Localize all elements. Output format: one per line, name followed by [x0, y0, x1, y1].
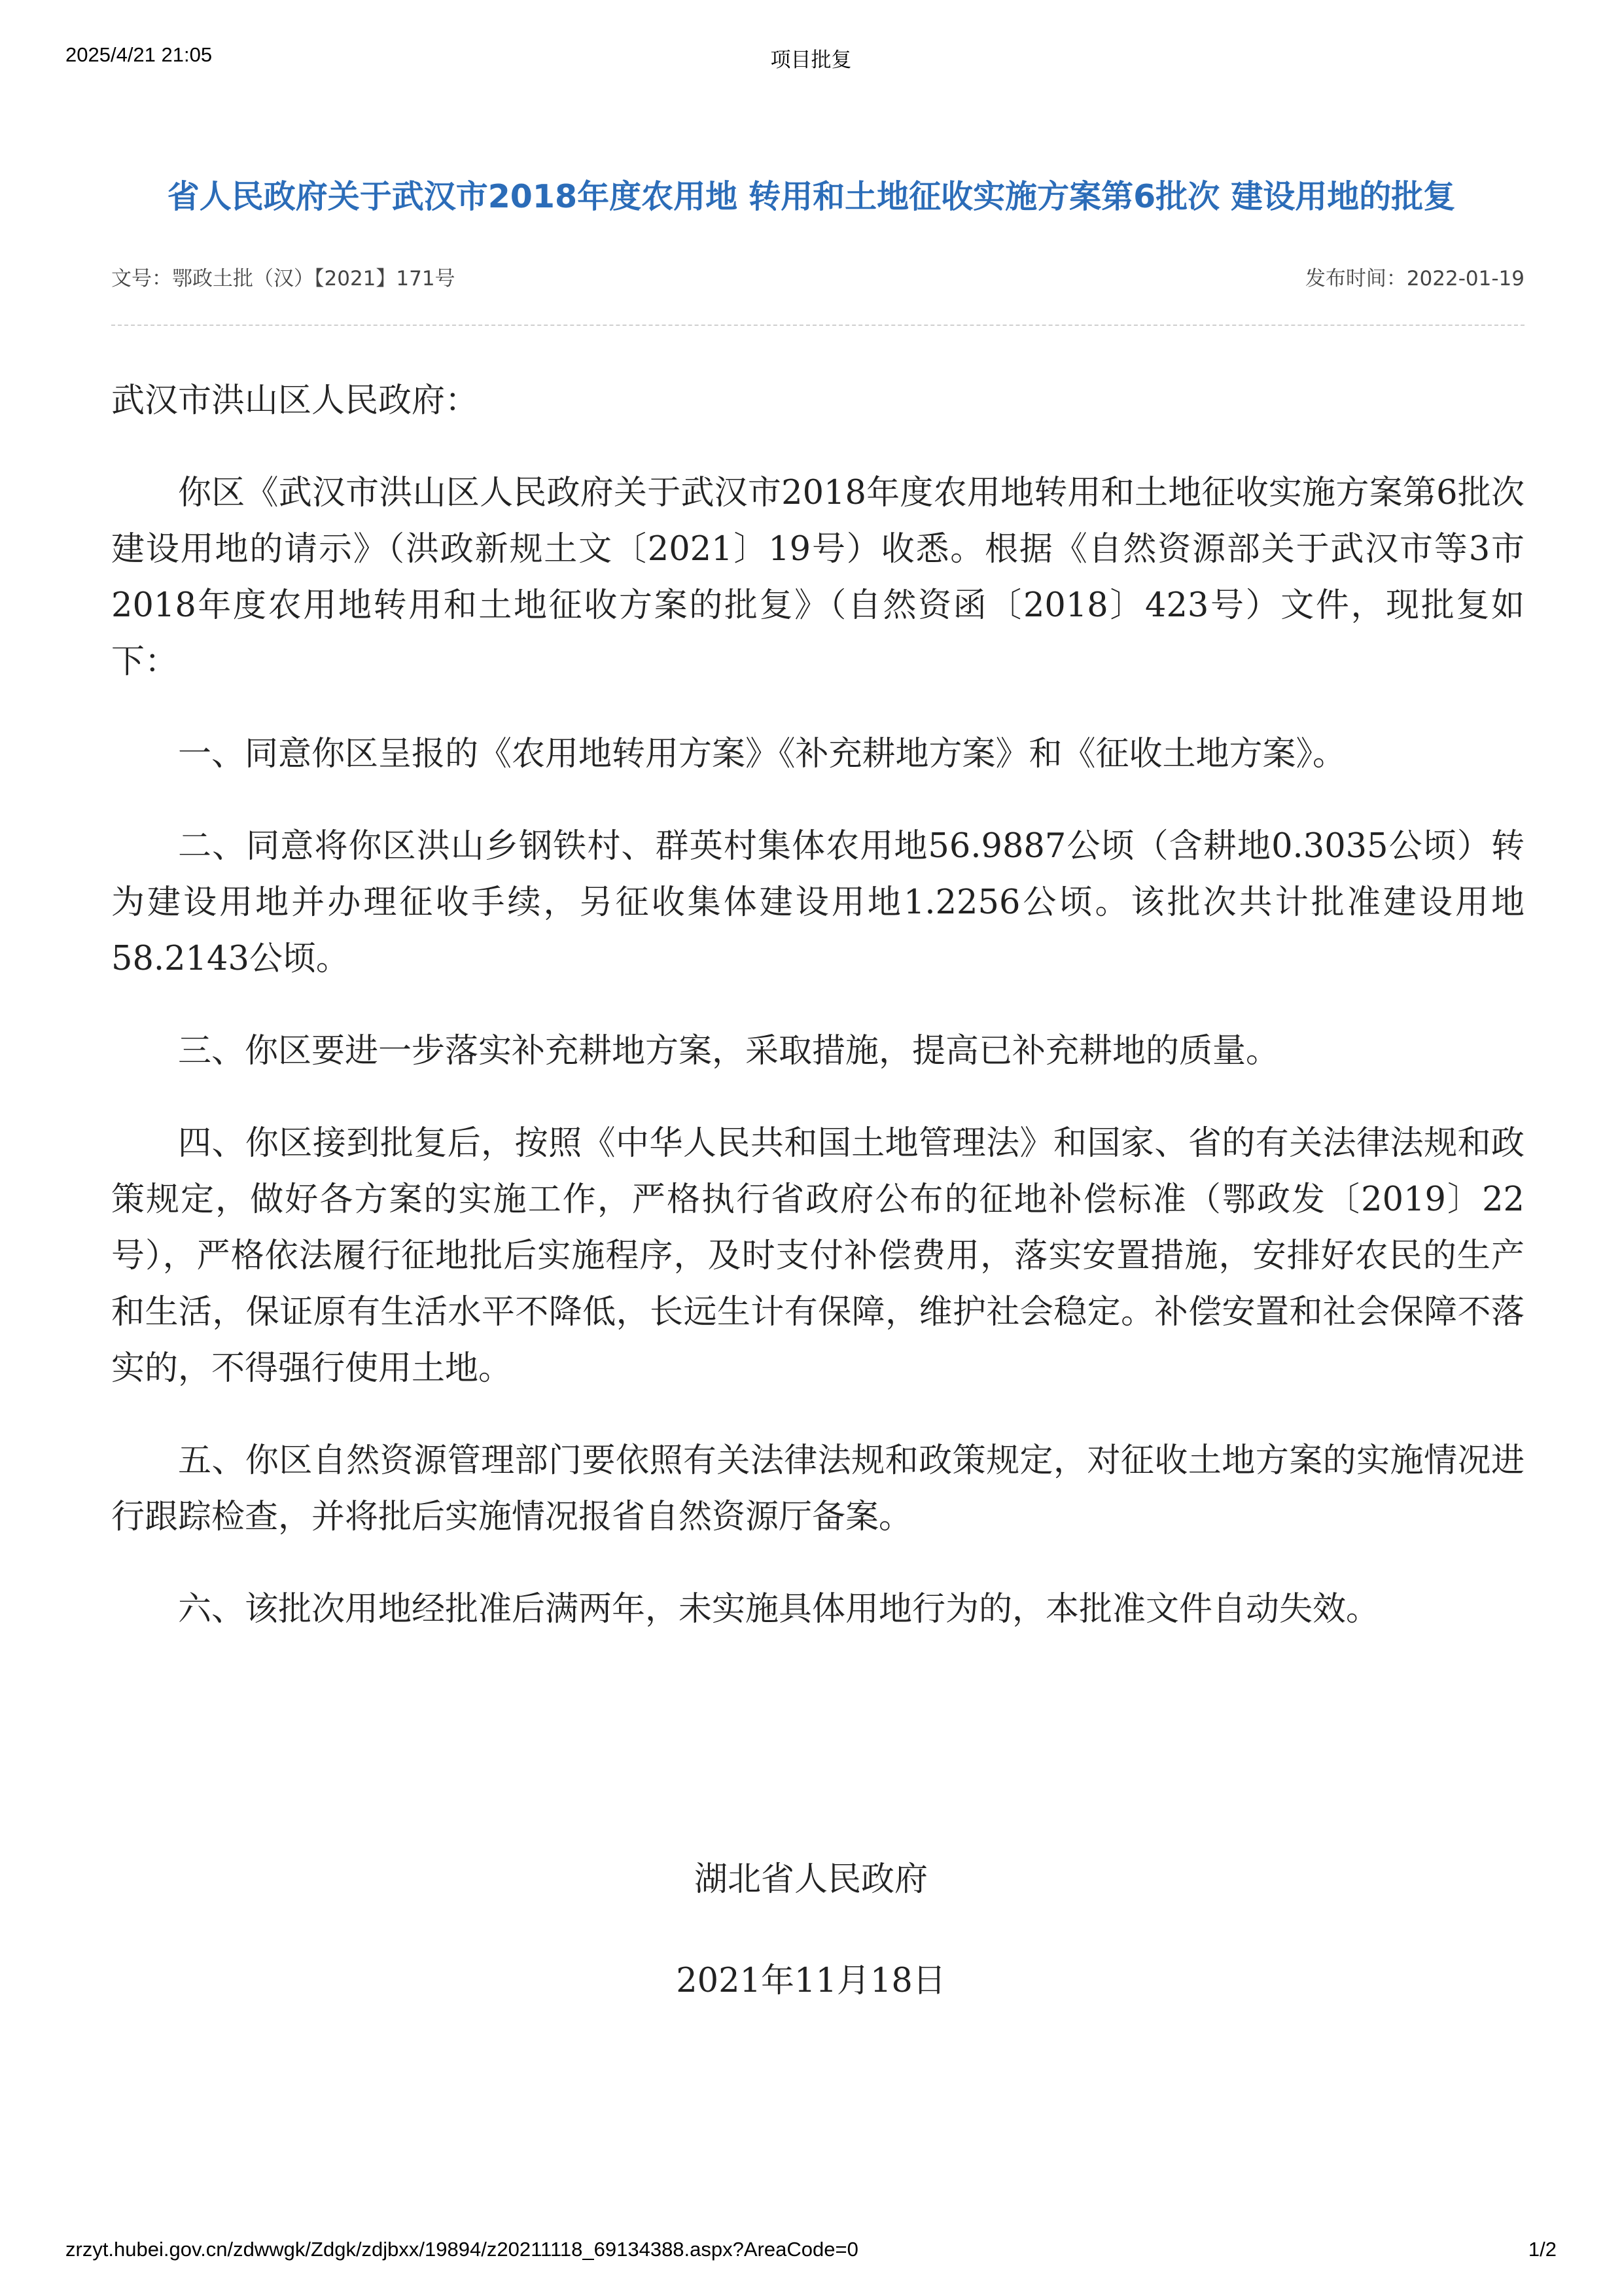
- document-body: [111, 373, 1525, 1674]
- meta-divider: [111, 325, 1525, 326]
- salutation: 武汉市洪山区人民政府：: [111, 381, 479, 420]
- body-paragraph: 五、你区自然资源管理部门要依照有关法律法规和政策规定，对征收土地方案的实施情况进行跟踪检查，并将批后实施情况报省自然资源厅备案。: [111, 1441, 1525, 1536]
- issuer-signature: 湖北省人民政府: [694, 1860, 928, 1899]
- page-number: 1/2: [1528, 2238, 1557, 2261]
- print-header: [0, 43, 1622, 76]
- print-footer: [0, 2238, 1622, 2270]
- document-meta: [111, 262, 1525, 294]
- source-url: zrzyt.hubei.gov.cn/zdwwgk/Zdgk/zdjbxx/19894/z20211118_69134388.aspx?AreaCode=0: [65, 2238, 858, 2261]
- print-page-title: 项目批复: [770, 48, 852, 71]
- body-paragraph: 你区《武汉市洪山区人民政府关于武汉市2018年度农用地转用和土地征收实施方案第6批次建设用地的请示》（洪政新规土文〔2021〕19号）收悉。根据《自然资源部关于武汉市等3市2018年度农用地转用和土地征收方案的批复》（自然资函〔2018〕423号）文件，现批复如下：: [111, 474, 1525, 681]
- document-title: 省人民政府关于武汉市2018年度农用地 转用和土地征收实施方案第6批次 建设用地的批复: [167, 178, 1456, 215]
- body-paragraph: 四、你区接到批复后，按照《中华人民共和国土地管理法》和国家、省的有关法律法规和政策规定，做好各方案的实施工作，严格执行省政府公布的征地补偿标准（鄂政发〔2019〕22号），严格依法履行征地批后实施程序，及时支付补偿费用，落实安置措施，安排好农民的生产和生活，保证原有生活水平不降低，长远生计有保障，维护社会稳定。补偿安置和社会保障不落实的，不得强行使用土地。: [111, 1124, 1525, 1388]
- issue-date: 2021年11月18日: [676, 1962, 946, 2000]
- body-paragraph: 二、同意将你区洪山乡钢铁村、群英村集体农用地56.9887公顷（含耕地0.3035公顷）转为建设用地并办理征收手续，另征收集体建设用地1.2256公顷。该批次共计批准建设用地58.2143公顷。: [111, 827, 1525, 978]
- body-paragraph: 六、该批次用地经批准后满两年，未实施具体用地行为的，本批准文件自动失效。: [178, 1590, 1380, 1629]
- publish-date: 发布时间：2022-01-19: [1305, 267, 1525, 291]
- body-paragraph: 三、你区要进一步落实补充耕地方案，采取措施，提高已补充耕地的质量。: [178, 1032, 1280, 1070]
- body-paragraph: 一、同意你区呈报的《农用地转用方案》《补充耕地方案》和《征收土地方案》。: [178, 735, 1347, 773]
- print-timestamp: 2025/4/21 21:05: [65, 43, 213, 66]
- document-number: 文号：鄂政土批（汉）【2021】171号: [111, 267, 455, 291]
